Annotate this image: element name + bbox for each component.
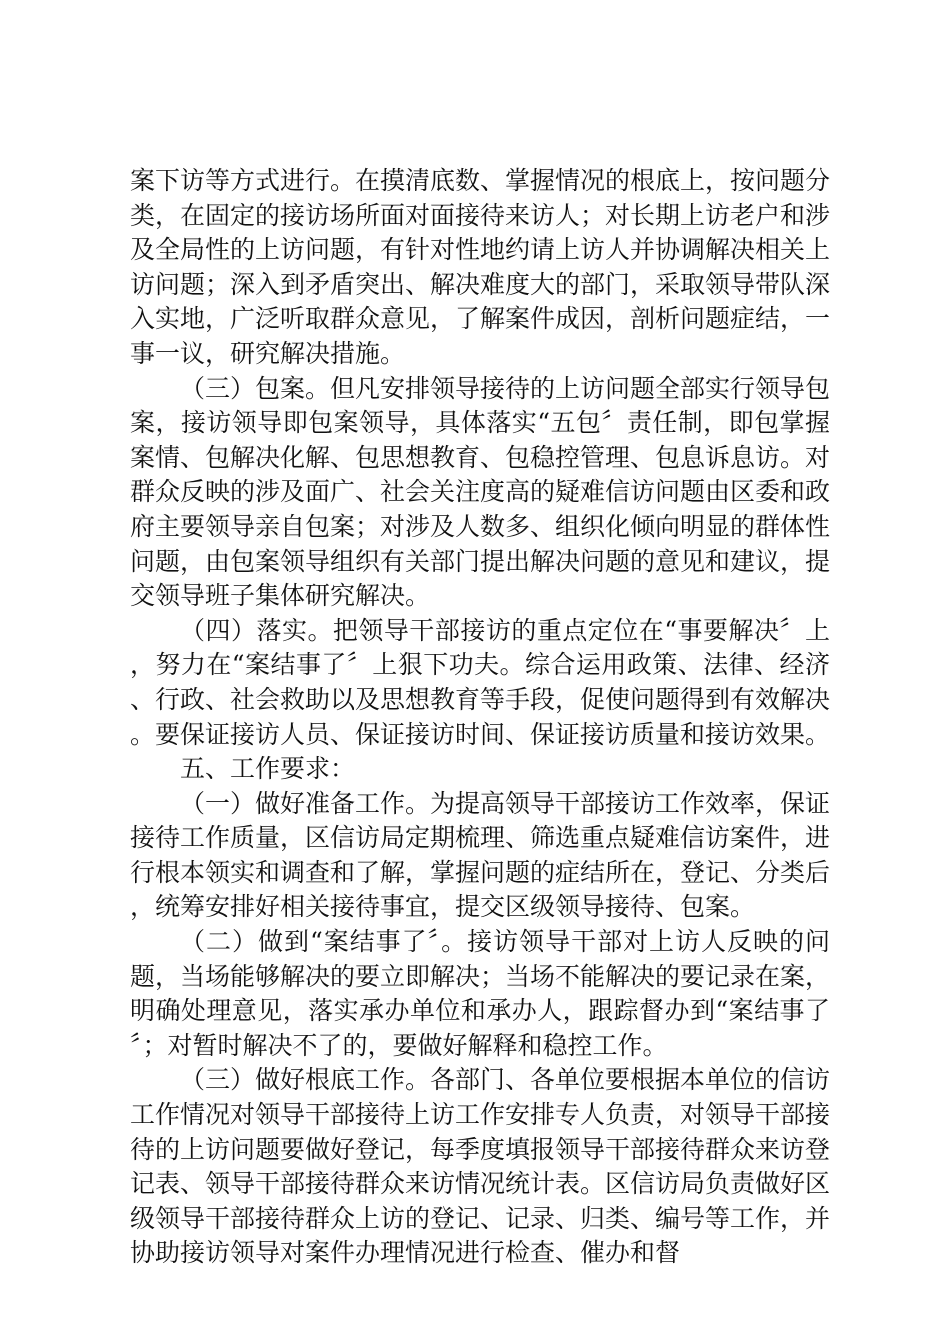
paragraph-implementation: （四）落实。把领导干部接访的重点定位在“事要解决〞上，努力在“案结事了〞上狠下功夫。综合运用政策、法律、经济、行政、社会救助以及思想教育等手段，促使问题得到有效解决。要保证接访人员、保证接访时间、保证接访质量和接访效果。	[130, 615, 831, 749]
paragraph-case-responsibility: （三）包案。但凡安排领导接待的上访问题全部实行领导包案，接访领导即包案领导，具体落实“五包〞责任制，即包掌握案情、包解决化解、包思想教育、包稳控管理、包息诉息访。对群众反映的涉及面广、社会关注度高的疑难信访问题由区委和政府主要领导亲自包案；对涉及人数多、组织化倾向明显的群体性问题，由包案领导组织有关部门提出解决问题的意见和建议，提交领导班子集体研究解决。	[130, 373, 831, 611]
paragraph-foundation-work: （三）做好根底工作。各部门、各单位要根据本单位的信访工作情况对领导干部接待上访工作安排专人负责，对领导干部接待的上访问题要做好登记，每季度填报领导干部接待群众来访登记表、领导干部接待群众来访情况统计表。区信访局负责做好区级领导干部接待群众上访的登记、记录、归类、编号等工作，并协助接访领导对案件办理情况进行检查、催办和督	[130, 1065, 831, 1268]
paragraph-preparation-work: （一）做好准备工作。为提高领导干部接访工作效率，保证接待工作质量，区信访局定期梳理、筛选重点疑难信访案件，进行根本领实和调查和了解，掌握问题的症结所在，登记、分类后，统筹安排好相关接待事宜，提交区级领导接待、包案。	[130, 788, 831, 922]
section-heading-work-requirements: 五、工作要求：	[180, 754, 356, 784]
paragraph-case-visit-methods: 案下访等方式进行。在摸清底数、掌握情况的根底上，按问题分类，在固定的接访场所面对面接待来访人；对长期上访老户和涉及全局性的上访问题，有针对性地约请上访人并协调解决相关上访问题；深入到矛盾突出、解决难度大的部门，采取领导带队深入实地，广泛听取群众意见，了解案件成因，剖析问题症结，一事一议，研究解决措施。	[130, 166, 831, 368]
paragraph-case-closure: （二）做到“案结事了〞。接访领导干部对上访人反映的问题，当场能够解决的要立即解决；当场不能解决的要记录在案，明确处理意见，落实承办单位和承办人，跟踪督办到“案结事了〞；对暂时解决不了的，要做好解释和稳控工作。	[130, 927, 831, 1060]
document-page	[130, 164, 830, 1271]
